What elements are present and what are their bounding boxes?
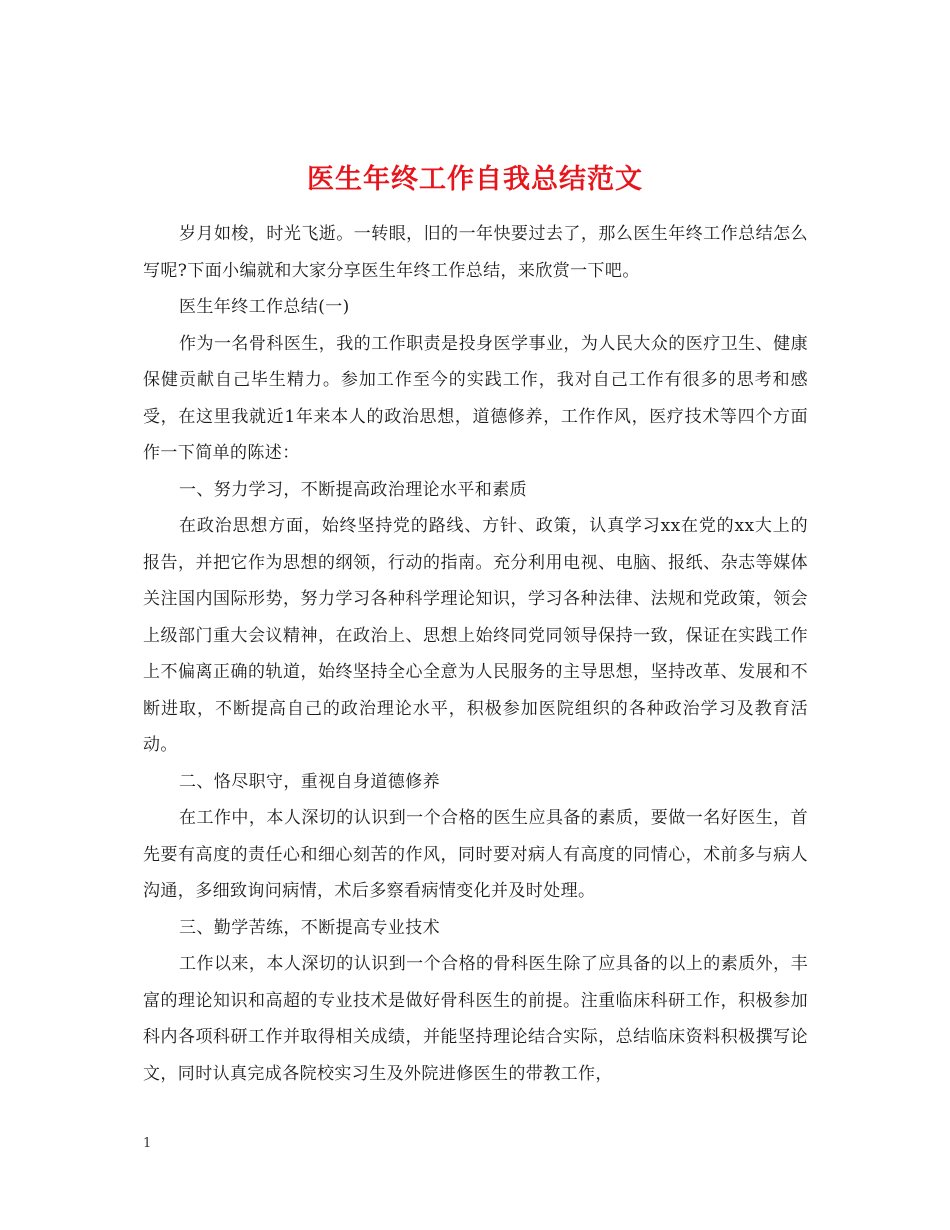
section-heading-skills: 三、勤学苦练，不断提高专业技术	[179, 917, 440, 938]
section-heading-summary-one: 医生年终工作总结(一)	[179, 297, 350, 317]
page-number: 1	[143, 1136, 152, 1151]
paragraph-skills: 工作以来，本人深切的认识到一个合格的骨科医生除了应具备的以上的素质外，丰富的理论知识和高超的专业技术是做好骨科医生的前提。注重临床科研工作，积极参加科内各项科研工作并取得相关成绩，并能坚持理论结合实际，总结临床资料积极撰写论文，同时认真完成各院校实习生及外院进修医生的带教工作，	[143, 954, 808, 1084]
paragraph-duties: 作为一名骨科医生，我的工作职责是投身医学事业，为人民大众的医疗卫生、健康保健贡献自己毕生精力。参加工作至今的实践工作，我对自己工作有很多的思考和感受，在这里我就近1年来本人的政治思想，道德修养，工作作风，医疗技术等四个方面作一下简单的陈述：	[143, 333, 808, 463]
paragraph-political-thought: 在政治思想方面，始终坚持党的路线、方针、政策，认真学习xx在党的xx大上的报告，并把它作为思想的纲领，行动的指南。充分利用电视、电脑、报纸、杂志等媒体关注国内国际形势，努力学习各种科学理论知识，学习各种法律、法规和党政策，领会上级部门重大会议精神，在政治上、思想上始终同党同领导保持一致，保证在实践工作上不偏离正确的轨道，始终坚持全心全意为人民服务的主导思想，坚持改革、发展和不断进取，不断提高自己的政治理论水平，积极参加医院组织的各种政治学习及教育活动。	[143, 516, 808, 755]
document-body	[143, 216, 808, 1092]
section-heading-study: 一、努力学习，不断提高政治理论水平和素质	[179, 479, 527, 500]
section-heading-ethics: 二、恪尽职守，重视自身道德修养	[179, 771, 440, 792]
paragraph-intro: 岁月如梭，时光飞逝。一转眼，旧的一年快要过去了，那么医生年终工作总结怎么写呢?下面小编就和大家分享医生年终工作总结，来欣赏一下吧。	[143, 224, 808, 281]
paragraph-ethics: 在工作中，本人深切的认识到一个合格的医生应具备的素质，要做一名好医生，首先要有高度的责任心和细心刻苦的作风，同时要对病人有高度的同情心，术前多与病人沟通，多细致询问病情，术后多察看病情变化并及时处理。	[143, 808, 808, 901]
document-title: 医生年终工作自我总结范文	[307, 164, 643, 196]
